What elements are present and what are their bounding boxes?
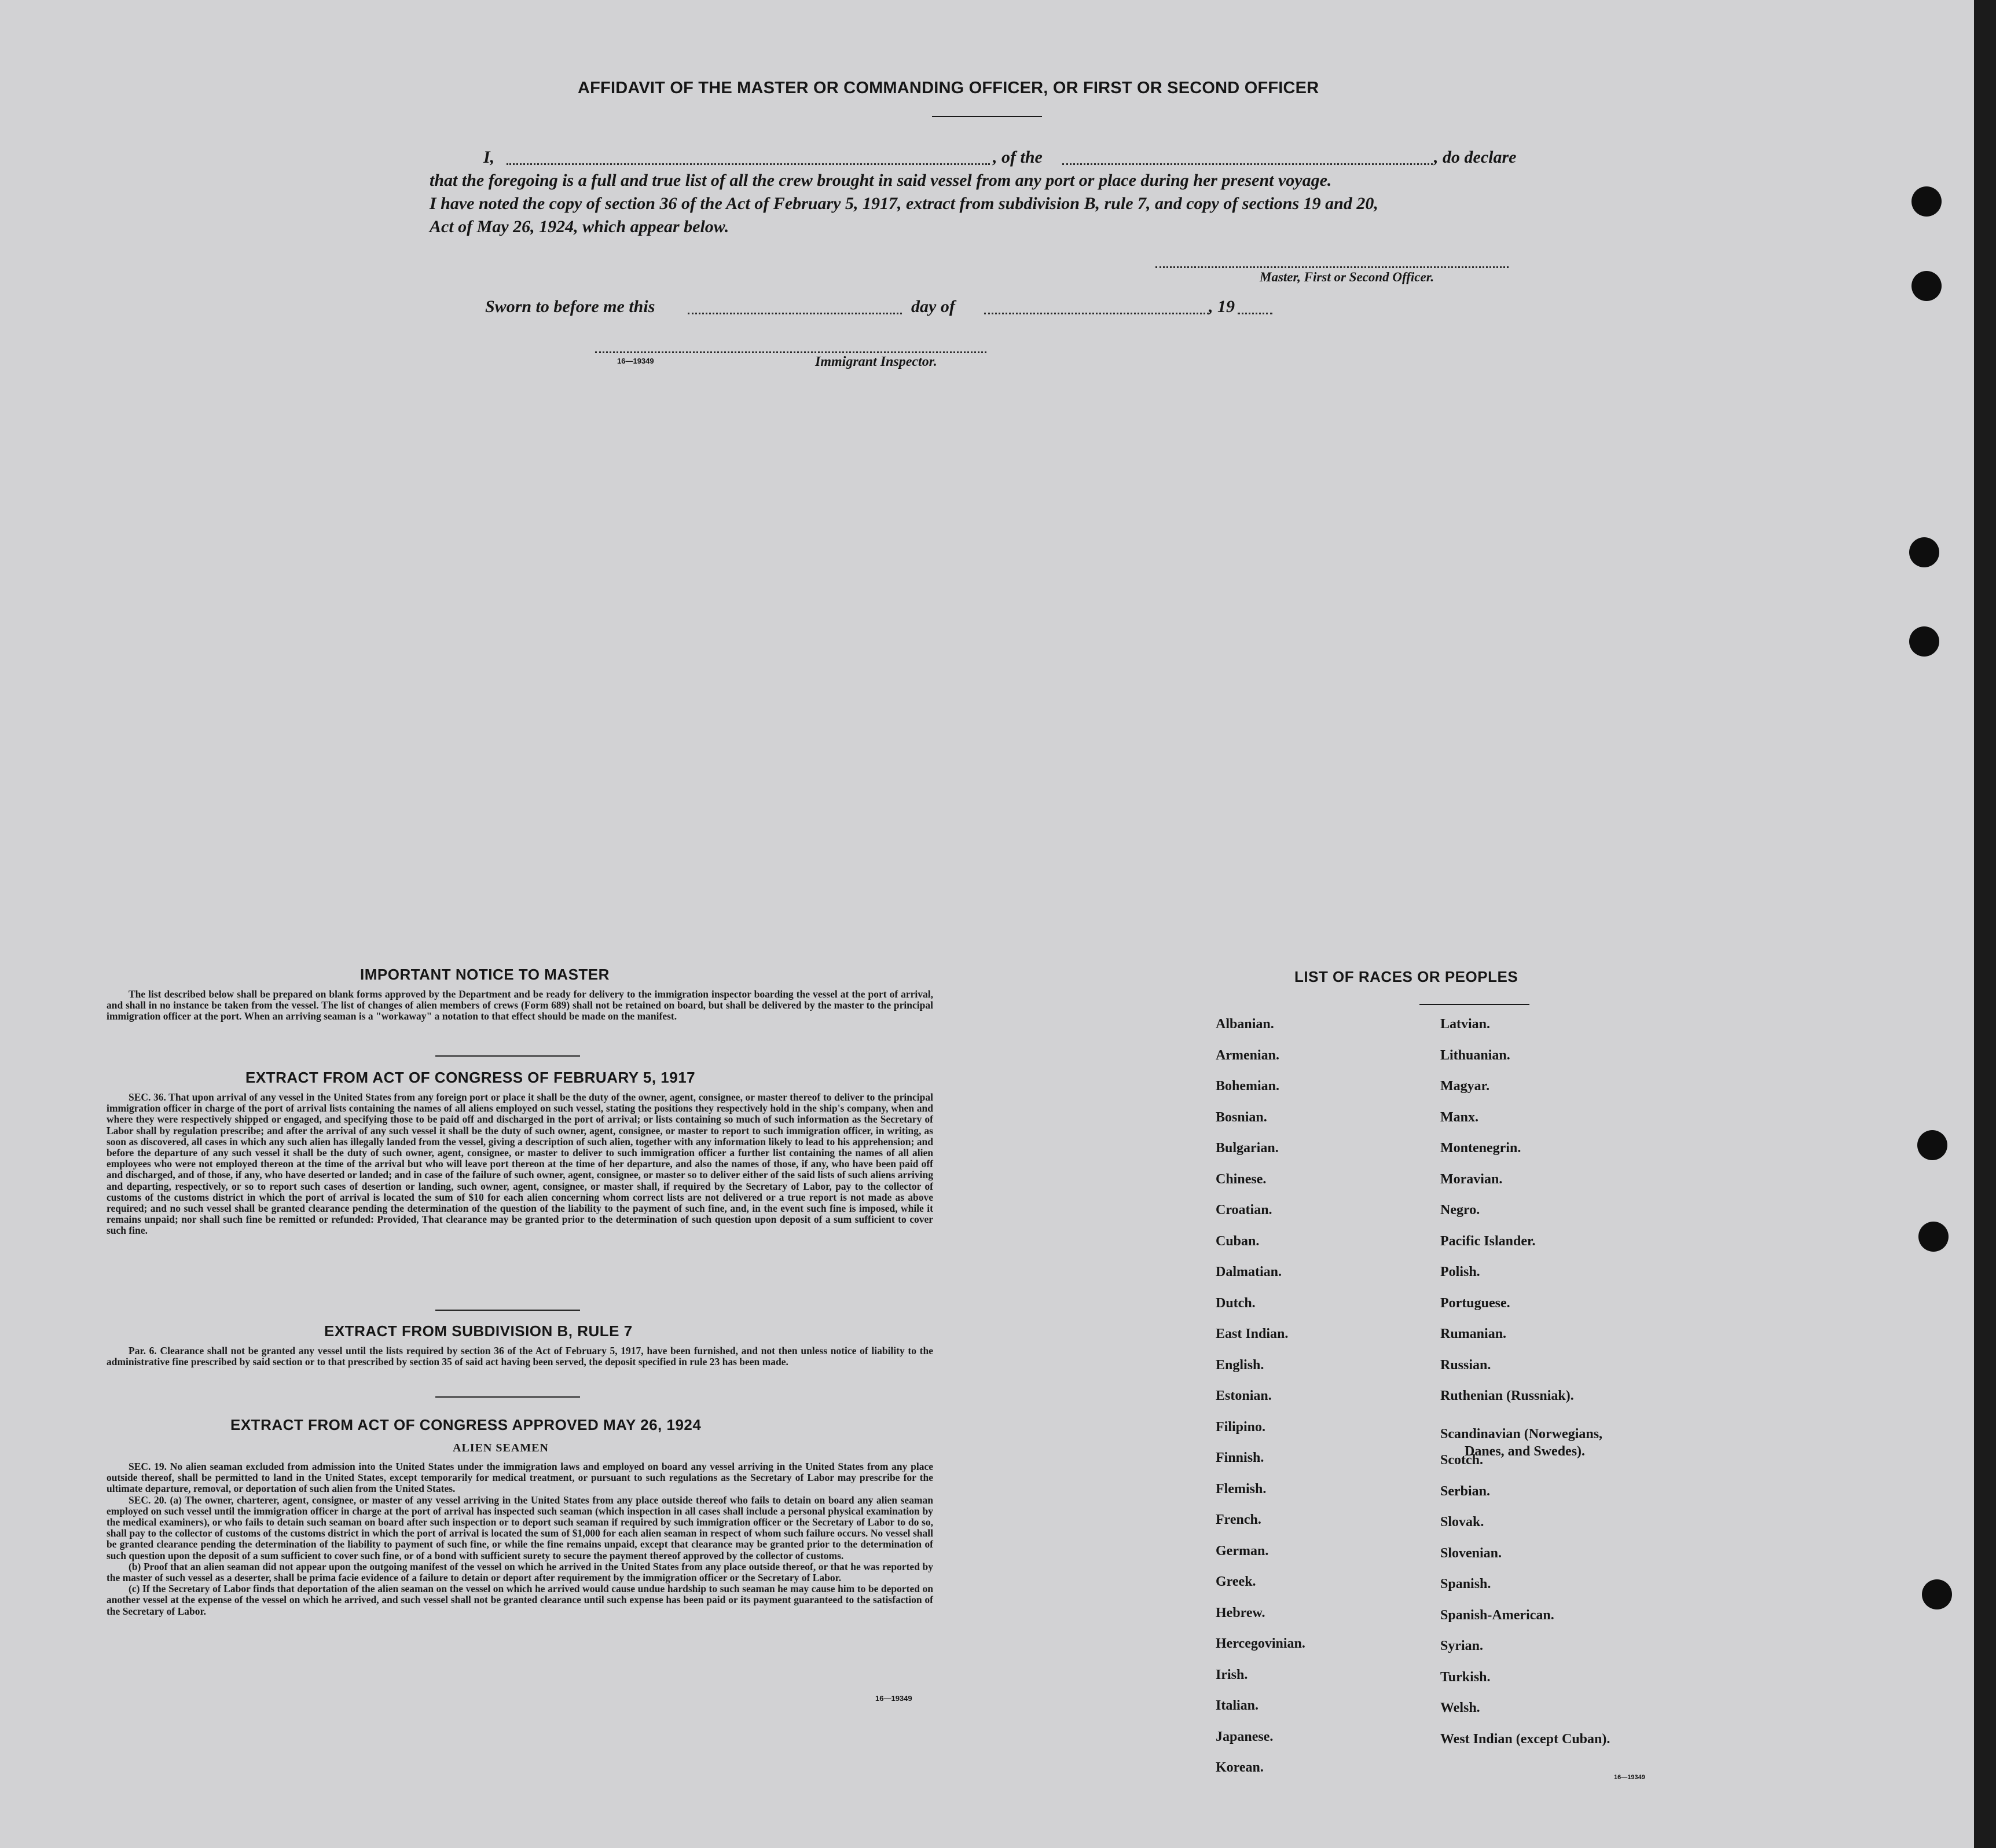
race-item: Greek. [1216, 1574, 1256, 1589]
race-item: Scandinavian (Norwegians, [1440, 1426, 1603, 1442]
race-item: Russian. [1440, 1357, 1491, 1373]
race-item: Manx. [1440, 1109, 1478, 1125]
race-item: Bosnian. [1216, 1109, 1267, 1125]
year-prefix: , 19 [1209, 297, 1235, 316]
affidavit-line1 [483, 146, 1520, 169]
race-item: Hebrew. [1216, 1605, 1265, 1620]
sec36-paragraph: SEC. 36. That upon arrival of any vessel in the United States from any foreign port or place it shall be the duty of the owner, agent, consignee, or master thereof to deliver to the principal immigration officer in charge of the port of arrival lists containing the names of all aliens employed on such vessel, stating the positions they respectively hold in the ship's company, when and where they were respectively shipped or engaged, and specifying those to be paid off and discharged in the port of arrival; or lists containing so much of such information as the Secretary of Labor shall by regulation prescribe; and after the arrival of any such vessel it shall be the duty of such owner, agent, consignee, or master to report to such immigration officer, in writing, as soon as discovered, all cases in which any such alien has illegally landed from the vessel, giving a description of such alien, together with any information likely to lead to his apprehension; and before the departure of any such vessel it shall be the duty of such owner, agent, consignee, or master to deliver to such immigration officer a further list containing the names of all alien employees who were not employed thereon at the time of the arrival but who will leave port thereon at the time of her departure, and also the names of those, if any, who have been paid off and discharged, and of those, if any, who have deserted or landed; and in case of the failure of such owner, agent, consignee, or master so to deliver either of the said lists of such aliens arriving and departing, respectively, or so to report such cases of desertion or landing, such owner, agent, consignee, or master shall, if required by the Secretary of Labor, pay to the collector of customs of the customs district in which the port of arrival is located the sum of $10 for each alien concerning whom correct lists are not delivered or a true report is not made as above required; and no such vessel shall be granted clearance pending the determination of the question of the liability to the payment of such fine, and, in the event such fine is imposed, while it remains unpaid; nor shall such fine be remitted or refunded: Provided, That clearance may be granted prior to the determination of such question upon deposit of a sum sufficient to cover such fine. [107, 1091, 933, 1237]
race-item: Finnish. [1216, 1450, 1264, 1465]
race-item: Flemish. [1216, 1481, 1267, 1497]
affidavit-line4: Act of May 26, 1924, which appear below. [430, 217, 729, 236]
race-item: Ruthenian (Russniak). [1440, 1388, 1574, 1403]
binder-hole [1911, 186, 1942, 217]
sworn-line [485, 295, 1296, 318]
declarant-name-blank[interactable] [507, 163, 990, 165]
race-item: Montenegrin. [1440, 1141, 1521, 1156]
extract-form-number: 16—19349 [875, 1694, 912, 1703]
race-item: Serbian. [1440, 1483, 1491, 1499]
race-item: East Indian. [1216, 1326, 1289, 1341]
affidavit-form-number: 16—19349 [617, 357, 654, 365]
binder-hole [1909, 537, 1939, 567]
section-divider [435, 1055, 580, 1057]
race-item: Croatian. [1216, 1202, 1272, 1218]
inspector-signature-blank[interactable] [595, 351, 986, 353]
race-item: Welsh. [1440, 1700, 1480, 1715]
sworn-year-blank[interactable] [1238, 313, 1272, 314]
par6-paragraph: Par. 6. Clearance shall not be granted any vessel until the lists required by section 36 of the Act of February 5, 1917, have been furnished, and not then unless notice of liability to the administrative fine prescribed by said section or to that prescribed by section 35 of said act having been served, the deposit specified in rule 23 has been made. [107, 1345, 933, 1368]
race-item: English. [1216, 1357, 1264, 1373]
race-item: Armenian. [1216, 1047, 1279, 1063]
race-item: Bulgarian. [1216, 1141, 1279, 1156]
notice-title: IMPORTANT NOTICE TO MASTER [360, 966, 610, 983]
extract-1917-title: EXTRACT FROM ACT OF CONGRESS OF FEBRUARY 5, 1917 [245, 1069, 696, 1086]
binder-hole [1909, 626, 1939, 657]
race-item: Filipino. [1216, 1419, 1266, 1435]
sec19-paragraph: SEC. 19. No alien seaman excluded from admission into the United States under the immigration laws and employed on board any vessel arriving in the United States from any place outside thereof, shall be permitted to land in the United States, except temporarily for medical treatment, or pursuant to such regulations as the Secretary of Labor may prescribe for the ultimate departure, removal, or deportation of such alien from the United States. [107, 1461, 933, 1495]
race-item: Slovenian. [1440, 1545, 1502, 1561]
race-item: Syrian. [1440, 1638, 1484, 1653]
races-form-number: 16—19349 [1614, 1774, 1645, 1781]
races-title: LIST OF RACES OR PEOPLES [1294, 968, 1518, 985]
sec20c-paragraph: (c) If the Secretary of Labor finds that deportation of the alien seaman on the vessel on which he arrived would cause undue hardship to such seaman he may cause him to be deported on another vessel at the expense of the vessel on which he arrived, and such vessel shall not be granted clearance until such expense has been paid or its payment guaranteed to the satisfaction of the Secretary of Labor. [107, 1583, 933, 1617]
master-signature-blank[interactable] [1155, 266, 1509, 268]
races-title-underline [1419, 1004, 1529, 1005]
race-item: Lithuanian. [1440, 1047, 1510, 1063]
title-underline [932, 116, 1042, 117]
race-item: Chinese. [1216, 1171, 1267, 1187]
race-item: Estonian. [1216, 1388, 1272, 1403]
extract-1924-body [107, 1461, 933, 1617]
race-item: French. [1216, 1512, 1261, 1527]
race-item: Moravian. [1440, 1171, 1503, 1187]
race-item: Albanian. [1216, 1017, 1274, 1032]
notice-paragraph: The list described below shall be prepared on blank forms approved by the Department and be ready for delivery to the immigration inspector boarding the vessel at the port of arrival, and shall in no instance be taken from the vessel. The list of changes of alien members of crews (Form 689) shall not be retained on board, but shall be delivered by the master to the principal immigration officer at the port. When an arriving seaman is a "workaway" a notation to that effect should be made on the manifest. [107, 988, 933, 1022]
sworn-label: Sworn to before me this [485, 297, 655, 316]
rule7-title: EXTRACT FROM SUBDIVISION B, RULE 7 [324, 1322, 633, 1340]
race-item: Danes, and Swedes). [1465, 1443, 1586, 1459]
sec20a-paragraph: SEC. 20. (a) The owner, charterer, agent, consignee, or master of any vessel arriving in the United States from any place outside thereof who fails to detain on board any alien seaman employed on such vessel until the immigration officer in charge at the port of arrival has inspected such seaman (which inspection in all cases shall include a personal physical examination by the medical examiners), or who fails to detain such seaman on board after such inspection or to deport such seaman if required by such immigration officer or the Secretary of Labor to do so, shall pay to the collector of customs of the customs district in which the port of arrival is located the sum of $1,000 for each alien seaman in respect of whom such failure occurs. No vessel shall be granted clearance pending the determination of the liability to payment of such fine, or while the fine remains unpaid, except that clearance may be granted prior to the determination of such question upon the deposit of a sum sufficient to cover such fine, or of a bond with sufficient surety to secure the payment thereof approved by the collector of customs. [107, 1494, 933, 1561]
binder-hole [1922, 1579, 1952, 1609]
binder-hole [1911, 271, 1942, 301]
sec20b-paragraph: (b) Proof that an alien seaman did not appear upon the outgoing manifest of the vessel on which he arrived in the United States from any place outside thereof, or that he was reported by the master of such vessel as a deserter, shall be prima facie evidence of a failure to detain or deport after requirement by the immigration officer or the Secretary of Labor. [107, 1560, 933, 1584]
race-item: Portuguese. [1440, 1295, 1510, 1311]
affidavit-line2: that the foregoing is a full and true list of all the crew brought in said vessel from any port or place during her present voyage. [430, 171, 1332, 190]
extract-1917-body [107, 1092, 933, 1237]
notice-body [107, 989, 933, 1022]
race-item: Cuban. [1216, 1233, 1260, 1249]
race-item: Scotch. [1440, 1453, 1483, 1468]
vessel-of-label: , of the [993, 148, 1043, 167]
race-item: German. [1216, 1543, 1269, 1559]
race-item: Slovak. [1440, 1515, 1484, 1530]
day-of-label: day of [911, 297, 955, 316]
master-signature-label: Master, First or Second Officer. [1260, 270, 1434, 284]
affidavit-title: AFFIDAVIT OF THE MASTER OR COMMANDING OFFICER, OR FIRST OR SECOND OFFICER [578, 79, 1319, 97]
declarant-prefix: I, [483, 148, 495, 167]
race-item: West Indian (except Cuban). [1440, 1731, 1610, 1747]
affidavit-line3: I have noted the copy of section 36 of the Act of February 5, 1917, extract from subdivision B, rule 7, and copy of sections 19 and 20, [430, 194, 1378, 213]
binder-hole [1917, 1130, 1947, 1160]
race-item: Latvian. [1440, 1017, 1491, 1032]
declare-label: , do declare [1434, 148, 1517, 167]
race-item: Italian. [1216, 1698, 1259, 1713]
race-item: Dutch. [1216, 1295, 1256, 1311]
race-item: Spanish. [1440, 1576, 1491, 1592]
section-divider [435, 1310, 580, 1311]
alien-seamen-subtitle: ALIEN SEAMEN [453, 1442, 549, 1454]
race-item: Pacific Islander. [1440, 1233, 1536, 1249]
race-item: Turkish. [1440, 1669, 1491, 1685]
binder-hole [1918, 1222, 1949, 1252]
race-item: Magyar. [1440, 1079, 1490, 1094]
race-item: Bohemian. [1216, 1079, 1280, 1094]
race-item: Rumanian. [1440, 1326, 1507, 1341]
race-item: Irish. [1216, 1667, 1248, 1682]
race-item: Korean. [1216, 1760, 1264, 1775]
race-item: Spanish-American. [1440, 1607, 1554, 1623]
sworn-month-blank[interactable] [984, 313, 1209, 314]
race-item: Polish. [1440, 1264, 1480, 1279]
race-item: Hercegovinian. [1216, 1636, 1305, 1651]
race-item: Dalmatian. [1216, 1264, 1282, 1279]
section-divider [435, 1396, 580, 1398]
race-item: Negro. [1440, 1202, 1480, 1218]
vessel-name-blank[interactable] [1062, 163, 1433, 165]
rule7-body [107, 1345, 933, 1367]
sworn-day-blank[interactable] [688, 313, 902, 314]
inspector-label: Immigrant Inspector. [815, 354, 937, 369]
race-item: Japanese. [1216, 1729, 1274, 1744]
extract-1924-title: EXTRACT FROM ACT OF CONGRESS APPROVED MAY 26, 1924 [230, 1416, 702, 1433]
